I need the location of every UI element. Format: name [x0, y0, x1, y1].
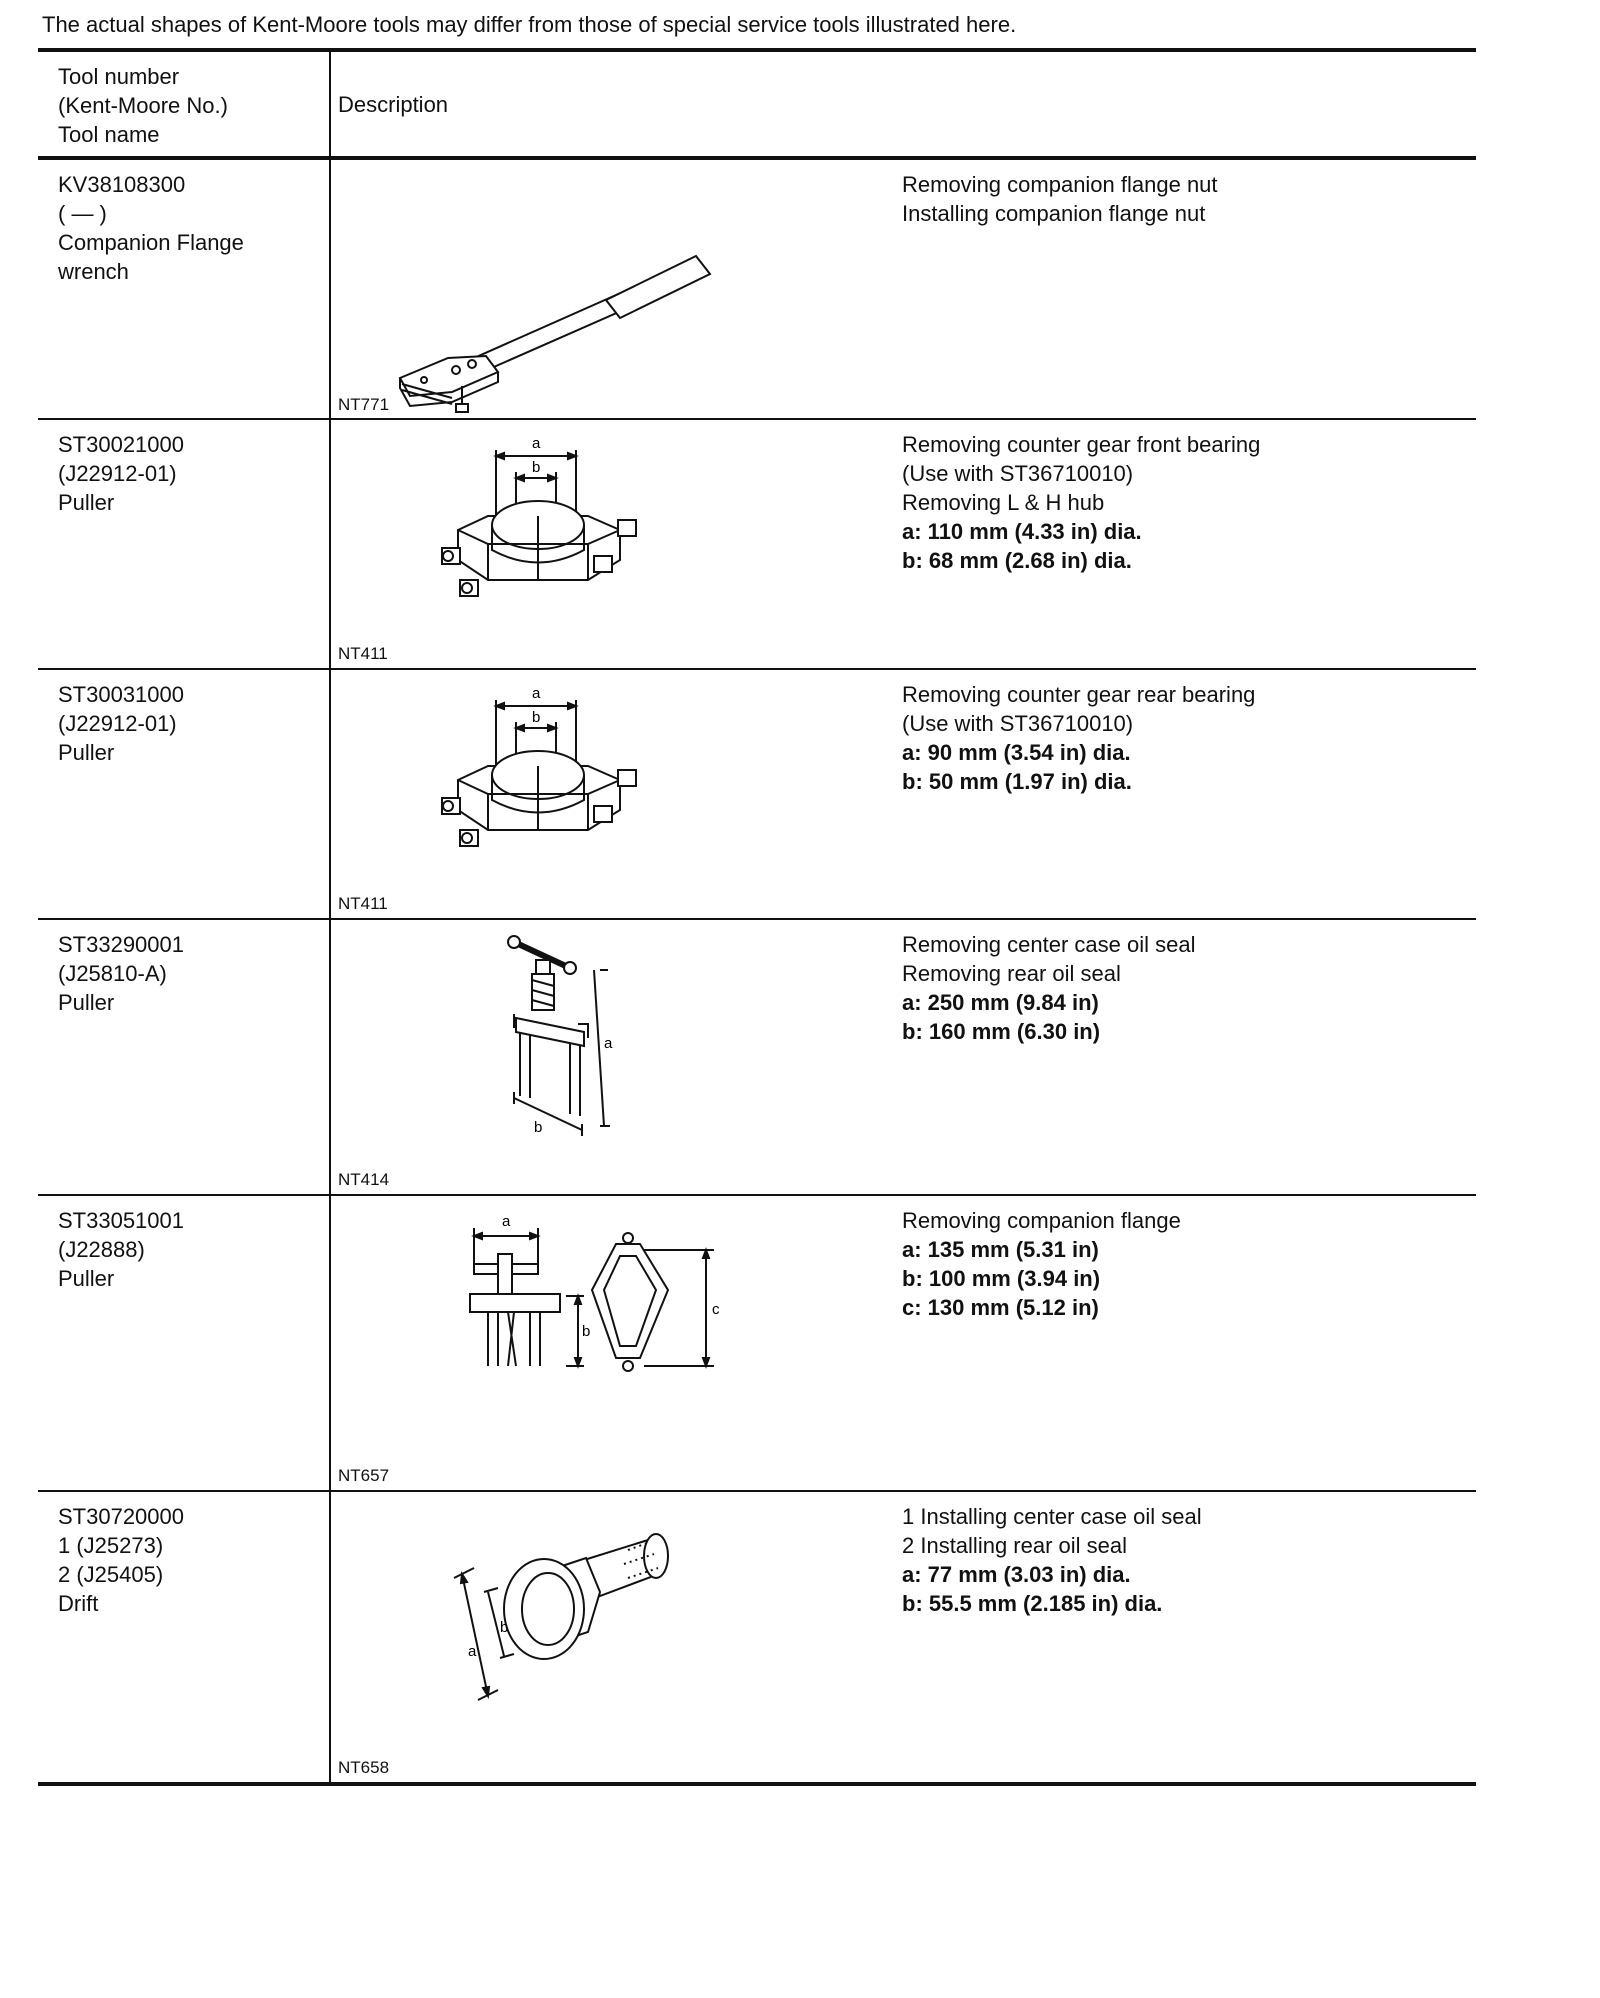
dimension-label-c: c — [712, 1301, 720, 1318]
spec-line: a: 77 mm (3.03 in) dia. — [902, 1562, 1131, 1587]
tool-name-cont: wrench — [58, 259, 129, 284]
description-line: 1 Installing center case oil seal — [902, 1504, 1202, 1529]
tool-id-cell — [58, 680, 184, 767]
flange-puller-illustration — [338, 1196, 898, 1490]
description-line: Removing companion flange nut — [902, 172, 1218, 197]
kent-moore-number: (J22888) — [58, 1237, 145, 1262]
header-tool-column — [58, 62, 228, 149]
dimension-label-b: b — [532, 709, 541, 726]
tool-id-cell — [58, 170, 244, 286]
disclaimer-note: The actual shapes of Kent-Moore tools may differ from those of special service tools illustrated here. — [42, 12, 1017, 37]
tool-number: ST30031000 — [58, 682, 184, 707]
dimension-label-b: b — [582, 1323, 591, 1340]
description-line: Removing counter gear rear bearing — [902, 682, 1256, 707]
header-description: Description — [338, 92, 449, 117]
tool-id-cell — [58, 1206, 184, 1293]
figure-id: NT411 — [338, 894, 388, 913]
dimension-label-a: a — [468, 1643, 477, 1660]
dimension-label-b: b — [532, 459, 541, 476]
description-cell — [902, 930, 1195, 1046]
table-top-rule — [38, 48, 1476, 52]
spec-line: a: 110 mm (4.33 in) dia. — [902, 519, 1142, 544]
header-tool-number: Tool number — [58, 64, 180, 89]
tool-number: KV38108300 — [58, 172, 186, 197]
drift-illustration — [338, 1492, 898, 1782]
tool-name: Drift — [58, 1591, 99, 1616]
description-line: Removing L & H hub — [902, 490, 1105, 515]
kent-moore-number: 1 (J25273) — [58, 1533, 164, 1558]
description-cell — [902, 1502, 1202, 1618]
spec-line: a: 135 mm (5.31 in) — [902, 1237, 1099, 1262]
spec-line: b: 55.5 mm (2.185 in) dia. — [902, 1591, 1163, 1616]
tool-number: ST33290001 — [58, 932, 184, 957]
tool-id-cell — [58, 430, 184, 517]
spec-line: b: 100 mm (3.94 in) — [902, 1266, 1101, 1291]
oil-seal-puller-illustration — [338, 920, 898, 1194]
flange-wrench-illustration — [338, 160, 898, 418]
description-cell — [902, 430, 1260, 575]
spec-line: a: 250 mm (9.84 in) — [902, 990, 1099, 1015]
tool-name: Puller — [58, 740, 115, 765]
description-cell — [902, 170, 1218, 228]
dimension-label-a: a — [604, 1035, 613, 1052]
description-cell — [902, 680, 1255, 796]
description-line: Installing companion flange nut — [902, 201, 1206, 226]
kent-moore-number: (J25810-A) — [58, 961, 167, 986]
tool-name: Puller — [58, 490, 115, 515]
description-line: Removing rear oil seal — [902, 961, 1121, 986]
description-line: Removing counter gear front bearing — [902, 432, 1261, 457]
table-row — [38, 670, 1476, 918]
header-kent-moore-no: (Kent-Moore No.) — [58, 93, 228, 118]
tool-id-cell — [58, 930, 184, 1017]
tool-number: ST30720000 — [58, 1504, 184, 1529]
table-bottom-rule — [38, 1782, 1476, 1786]
tool-number: ST33051001 — [58, 1208, 184, 1233]
figure-id: NT658 — [338, 1758, 390, 1777]
bearing-puller-illustration — [338, 670, 898, 918]
spec-line: c: 130 mm (5.12 in) — [902, 1295, 1099, 1320]
kent-moore-number: 2 (J25405) — [58, 1562, 164, 1587]
dimension-label-b: b — [534, 1119, 543, 1136]
kent-moore-number: ( — ) — [58, 201, 107, 226]
spec-line: b: 160 mm (6.30 in) — [902, 1019, 1101, 1044]
description-line: Removing companion flange — [902, 1208, 1181, 1233]
bearing-puller-illustration — [338, 420, 898, 668]
description-line: Removing center case oil seal — [902, 932, 1196, 957]
description-line: (Use with ST36710010) — [902, 711, 1134, 736]
table-row — [38, 420, 1476, 668]
header-tool-name: Tool name — [58, 122, 160, 147]
spec-line: a: 90 mm (3.54 in) dia. — [902, 740, 1131, 765]
description-line: 2 Installing rear oil seal — [902, 1533, 1128, 1558]
tool-id-cell — [58, 1502, 184, 1618]
tool-name: Puller — [58, 990, 115, 1015]
table-row — [38, 1196, 1476, 1490]
kent-moore-number: (J22912-01) — [58, 461, 177, 486]
kent-moore-number: (J22912-01) — [58, 711, 177, 736]
tool-name: Companion Flange — [58, 230, 244, 255]
description-cell — [902, 1206, 1181, 1322]
dimension-label-a: a — [532, 435, 541, 452]
tool-number: ST30021000 — [58, 432, 184, 457]
dimension-label-b: b — [500, 1619, 509, 1636]
spec-line: b: 68 mm (2.68 in) dia. — [902, 548, 1132, 573]
figure-id: NT771 — [338, 395, 390, 414]
table-row — [38, 160, 1476, 418]
table-row — [38, 920, 1476, 1194]
dimension-label-a: a — [532, 685, 541, 702]
spec-line: b: 50 mm (1.97 in) dia. — [902, 769, 1132, 794]
figure-id: NT411 — [338, 644, 388, 663]
figure-id: NT657 — [338, 1466, 390, 1485]
table-row — [38, 1492, 1476, 1782]
description-line: (Use with ST36710010) — [902, 461, 1134, 486]
dimension-label-a: a — [502, 1213, 511, 1230]
figure-id: NT414 — [338, 1170, 390, 1189]
tool-name: Puller — [58, 1266, 115, 1291]
